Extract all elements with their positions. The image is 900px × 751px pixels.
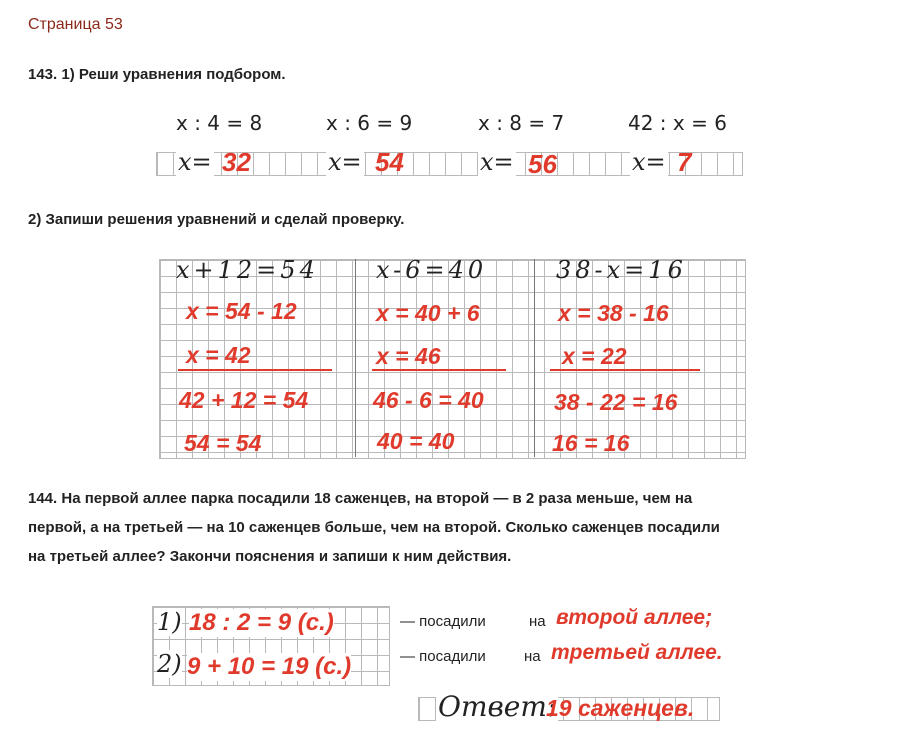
action1-expression: 18 : 2 = 9 (с.) — [189, 609, 334, 636]
answer-4: 7 — [677, 147, 692, 177]
col3-step2: x = 22 — [562, 343, 627, 369]
action1-na: на — [529, 613, 546, 630]
answer-prefix-2: x= — [328, 148, 362, 176]
equation-2: x : 6 = 9 — [326, 111, 413, 135]
answer-prefix-1: x= — [178, 148, 212, 176]
answer-3: 56 — [528, 149, 557, 179]
action2-na: на — [524, 648, 541, 665]
task-143-title: 143. 1) Реши уравнения подбором. — [28, 66, 286, 83]
action1-fill: второй аллее; — [556, 606, 713, 629]
col3-check1: 38 - 22 = 16 — [554, 389, 678, 415]
col2-underline — [372, 369, 506, 371]
action1-number: 1) — [157, 608, 182, 636]
col2-check2: 40 = 40 — [377, 428, 455, 454]
task-144-line1: 144. На первой аллее парка посадили 18 саженцев, на второй — в 2 раза меньше, чем на — [28, 490, 693, 507]
col1-equation: x+12=54 — [176, 256, 319, 284]
col2-equation: x-6=40 — [376, 256, 488, 284]
answer-prefix-4: x= — [632, 148, 666, 176]
task-143-part2-title: 2) Запиши решения уравнений и сделай проверку. — [28, 211, 405, 228]
col2-step1: x = 40 + 6 — [376, 300, 480, 326]
answer-label: Ответ: — [438, 690, 557, 723]
col1-check1: 42 + 12 = 54 — [179, 387, 309, 413]
col2-check1: 46 - 6 = 40 — [373, 387, 484, 413]
equation-3: x : 8 = 7 — [478, 111, 565, 135]
col3-underline — [550, 369, 700, 371]
page-title: Страница 53 — [28, 16, 123, 33]
equation-4: 42 : x = 6 — [628, 111, 727, 135]
column-divider-1 — [355, 259, 356, 457]
answer-2: 54 — [375, 147, 404, 177]
action2-dash: — посадили — [400, 648, 486, 665]
action2-fill: третьей аллее. — [551, 641, 723, 664]
col3-step1: x = 38 - 16 — [558, 300, 669, 326]
task-144-line3: на третьей аллее? Закончи пояснения и запиши к ним действия. — [28, 548, 512, 565]
col3-check2: 16 = 16 — [552, 430, 630, 456]
col1-check2: 54 = 54 — [184, 430, 262, 456]
col1-underline — [178, 369, 332, 371]
col2-step2: x = 46 — [376, 343, 441, 369]
task-144-line2: первой, а на третьей — на 10 саженцев больше, чем на второй. Сколько саженцев посадили — [28, 519, 720, 536]
col3-equation: 38-x=16 — [556, 256, 687, 284]
column-divider-2 — [534, 259, 535, 457]
answer-1: 32 — [222, 147, 251, 177]
action2-number: 2) — [157, 650, 182, 678]
col1-step1: x = 54 - 12 — [186, 298, 297, 324]
col1-step2: x = 42 — [186, 342, 251, 368]
answer-value: 19 саженцев. — [546, 695, 695, 721]
answer-prefix-3: x= — [480, 148, 514, 176]
action2-expression: 9 + 10 = 19 (с.) — [187, 653, 352, 680]
action1-dash: — посадили — [400, 613, 486, 630]
equation-1: x : 4 = 8 — [176, 111, 263, 135]
